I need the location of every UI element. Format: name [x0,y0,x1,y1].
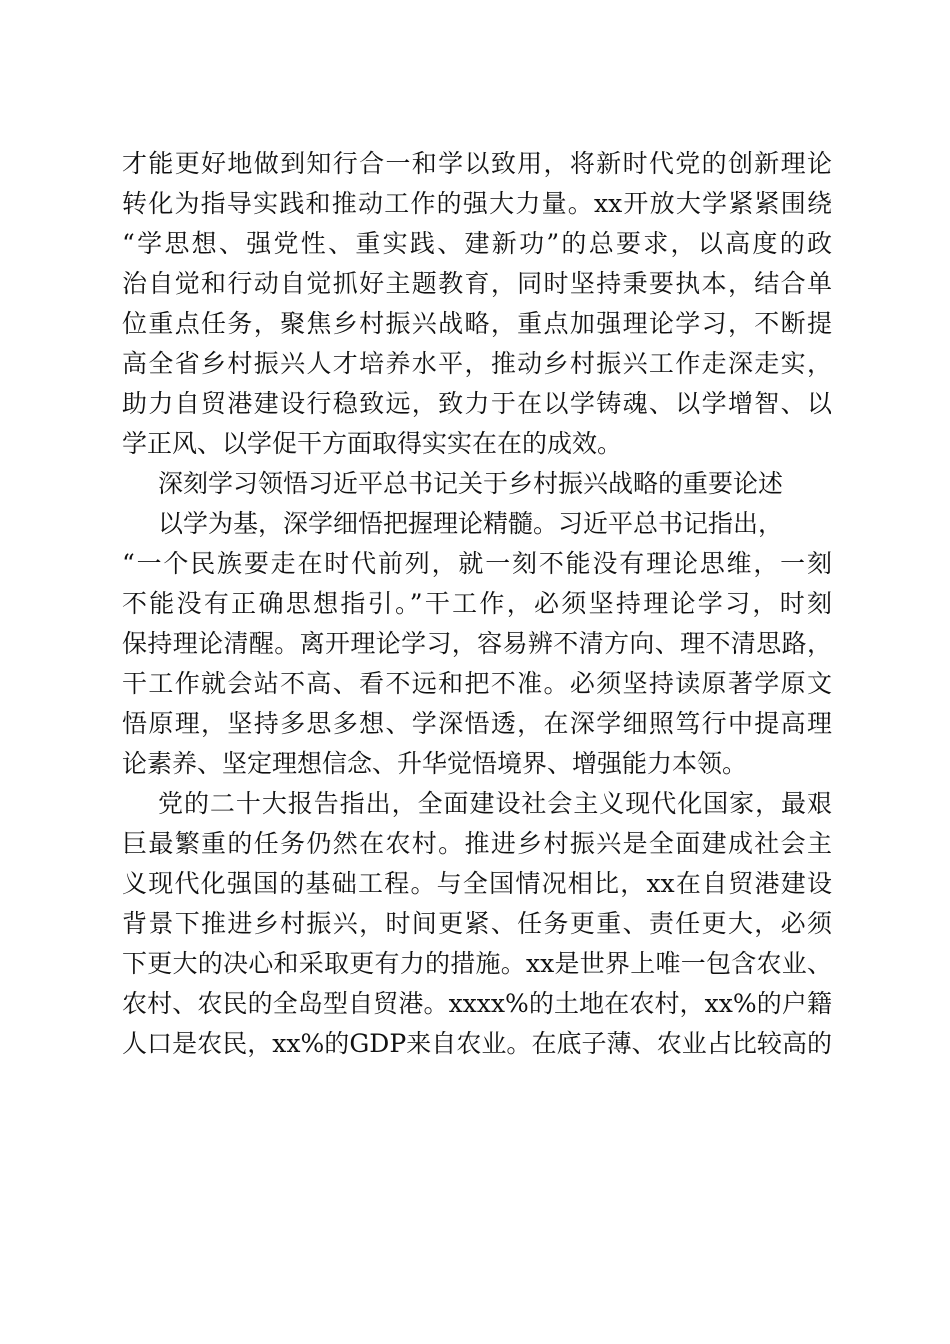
text-line: 以学为基，深学细悟把握理论精髓。习近平总书记指出， [158,509,784,538]
text-line: 保持理论清醒。离开理论学习，容易辨不清方向、理不清思路， [122,629,832,658]
text-line: 位重点任务，聚焦乡村振兴战略，重点加强理论学习，不断提 [122,309,832,338]
section-heading [122,464,832,504]
text-line: 背景下推进乡村振兴，时间更紧、任务更重、责任更大，必须 [122,909,832,938]
text-line: 论素养、坚定理想信念、升华觉悟境界、增强能力本领。 [122,749,748,778]
text-line: 党的二十大报告指出，全面建设社会主义现代化国家，最艰 [158,789,832,818]
text-line: 下更大的决心和采取更有力的措施。xx是世界上唯一包含农业、 [122,949,832,978]
paragraph-rural-revitalization [122,784,832,1064]
text-line: 悟原理，坚持多思多想、学深悟透，在深学细照笃行中提高理 [122,709,832,738]
text-line: 干工作就会站不高、看不远和把不准。必须坚持读原著学原文 [122,669,832,698]
text-line: 才能更好地做到知行合一和学以致用，将新时代党的创新理论 [122,149,832,178]
text-line: 农村、农民的全岛型自贸港。xxxx%的土地在农村，xx%的户籍 [122,989,832,1018]
paragraph-intro-continued [122,144,832,464]
text-line: 义现代化强国的基础工程。与全国情况相比，xx在自贸港建设 [122,869,832,898]
text-line: 学正风、以学促干方面取得实实在在的成效。 [122,429,623,458]
text-line: 转化为指导实践和推动工作的强大力量。xx开放大学紧紧围绕 [122,189,832,218]
text-line: 不能没有正确思想指引。”干工作，必须坚持理论学习，时刻 [122,589,832,618]
text-line: “学思想、强党性、重实践、建新功”的总要求，以高度的政 [122,229,832,258]
text-line: 助力自贸港建设行稳致远，致力于在以学铸魂、以学增智、以 [122,389,832,418]
paragraph-theory-study [122,504,832,784]
section-heading-text: 深刻学习领悟习近平总书记关于乡村振兴战略的重要论述 [158,469,784,498]
document-body [122,144,832,1064]
text-line: 高全省乡村振兴人才培养水平，推动乡村振兴工作走深走实， [122,349,832,378]
text-line: 巨最繁重的任务仍然在农村。推进乡村振兴是全面建成社会主 [122,829,832,858]
text-line: 治自觉和行动自觉抓好主题教育，同时坚持秉要执本，结合单 [122,269,832,298]
text-line: 人口是农民，xx%的GDP来自农业。在底子薄、农业占比较高的 [122,1029,832,1058]
text-line: “一个民族要走在时代前列，就一刻不能没有理论思维，一刻 [122,549,832,578]
